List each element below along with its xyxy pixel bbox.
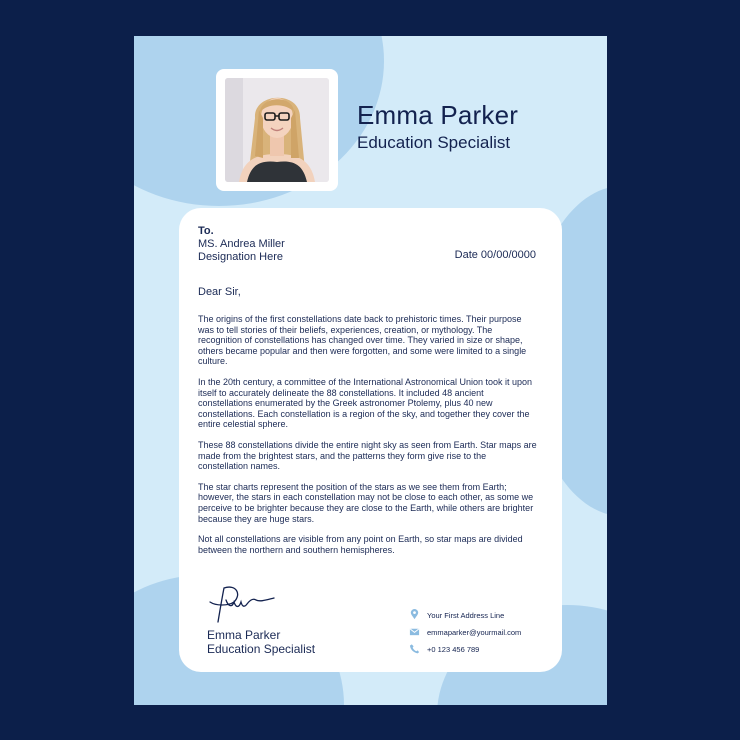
portrait-illustration: [225, 78, 329, 182]
profile-photo-frame: [216, 69, 338, 191]
body-paragraph: The star charts represent the position of the stars as we see them from Earth; however, the stars in each constellation may not be close to each other, as some we perceive to be brighter because they are close to the Earth, while others are brighter because they are huge stars.: [198, 481, 534, 524]
body-paragraph: In the 20th century, a committee of the International Astronomical Union took it upon itself to accurately delineate the 88 constellations. It included 48 ancient constellations enumerated by the Greek astronomer Ptolemy, plus 40 new constellations. Each constellation is a region of the sky, and together they cover the entire celestial sphere.: [198, 376, 533, 430]
body-paragraph: The origins of the first constellations date back to prehistoric times. Their purpose was to tell stories of their beliefs, experiences, creation, or mythology. The recognition of constellations has changed over time. They varied in size or shape, others became popular and then were forgotten, and some were limited to a single culture.: [198, 314, 527, 367]
phone-icon: [409, 643, 420, 654]
header-name: Emma Parker: [357, 100, 519, 130]
letter-card: [179, 208, 562, 672]
letter-body: [198, 314, 538, 565]
contact-phone-text: +0 123 456 789: [427, 645, 480, 654]
header-role: Education Specialist: [357, 133, 511, 152]
recipient-designation: Designation Here: [198, 251, 283, 263]
signoff-name: Emma Parker: [207, 628, 281, 642]
recipient-label: To.: [198, 225, 214, 237]
letter-date: Date 00/00/0000: [454, 249, 536, 261]
contact-address-text: Your First Address Line: [427, 611, 505, 620]
contact-email-text: emmaparker@yourmail.com: [427, 628, 522, 637]
letter-sheet: [134, 36, 607, 705]
recipient-name: MS. Andrea Miller: [198, 238, 285, 250]
location-pin-icon: [409, 609, 420, 620]
envelope-icon: [409, 626, 420, 637]
body-paragraph: Not all constellations are visible from any point on Earth, so star maps are divided between the northern and southern hemispheres.: [198, 534, 523, 555]
profile-photo: [225, 78, 329, 182]
salutation: Dear Sir,: [198, 286, 241, 298]
signoff-role: Education Specialist: [207, 642, 316, 656]
handwritten-signature: [206, 580, 278, 626]
body-paragraph: These 88 constellations divide the entire night sky as seen from Earth. Star maps are made from the brightest stars, and the patterns they form give rise to the constellation names.: [198, 439, 537, 472]
